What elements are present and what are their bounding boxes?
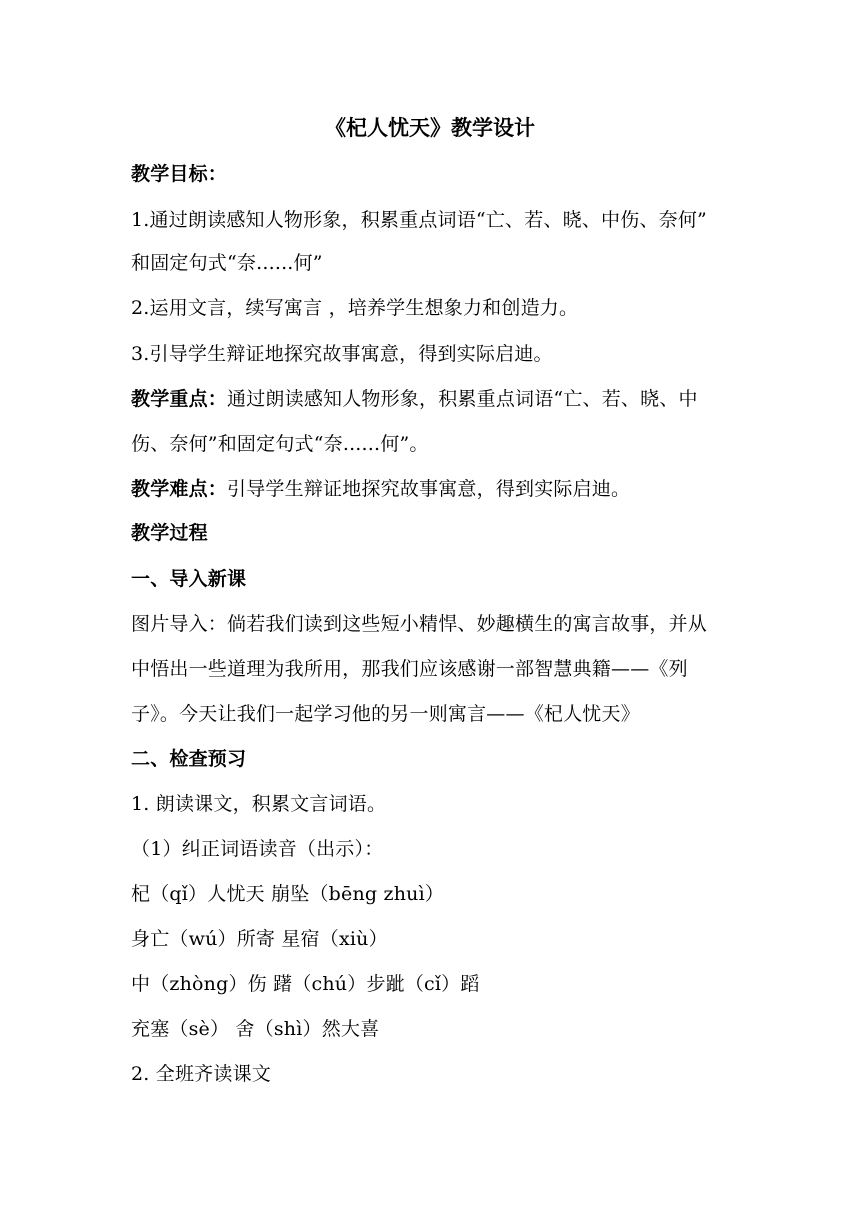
pinyin-line-4: 充塞（sè） 舍（shì）然大喜	[131, 1018, 380, 1040]
section-1-heading: 一、导入新课	[131, 568, 247, 590]
objective-1-line-2: 和固定句式“奈......何”	[131, 252, 323, 274]
key-point-line-2: 伤、奈何”和固定句式“奈......何”。	[131, 433, 429, 455]
step-1-sub: （1）纠正词语读音（出示）：	[131, 838, 384, 860]
difficulty-text: 引导学生辩证地探究故事寓意，得到实际启迪。	[227, 478, 631, 500]
pinyin-line-1: 杞（qǐ）人忧天 崩坠（bēng zhuì）	[131, 883, 445, 905]
step-2: 2. 全班齐读课文	[131, 1063, 271, 1085]
objective-2: 2.运用文言，续写寓言 ，培养学生想象力和创造力。	[131, 297, 579, 319]
key-point-paragraph	[131, 387, 698, 411]
step-1: 1. 朗读课文，积累文言词语。	[131, 793, 387, 815]
objectives-heading: 教学目标：	[131, 163, 228, 185]
key-point-text: 通过朗读感知人物形象，积累重点词语“亡、若、晓、中	[227, 388, 698, 410]
difficulty-paragraph	[131, 477, 630, 501]
process-heading: 教学过程	[131, 522, 208, 544]
intro-line-1: 图片导入：倘若我们读到这些短小精悍、妙趣横生的寓言故事，并从	[131, 613, 708, 635]
intro-line-3: 子》。今天让我们一起学习他的另一则寓言——《杞人忧天》	[131, 703, 640, 725]
key-point-label: 教学重点：	[131, 388, 228, 410]
difficulty-label: 教学难点：	[131, 478, 228, 500]
pinyin-line-2: 身亡（wú）所寄 星宿（xiù）	[131, 928, 388, 950]
objective-3: 3.引导学生辩证地探究故事寓意，得到实际启迪。	[131, 343, 553, 365]
intro-line-2: 中悟出一些道理为我所用，那我们应该感谢一部智慧典籍——《列	[131, 658, 688, 680]
pinyin-line-3: 中（zhòng）伤 躇（chú）步跐（cǐ）蹈	[131, 973, 480, 995]
document-title: 《杞人忧天》教学设计	[325, 116, 535, 140]
objective-1-line-1: 1.通过朗读感知人物形象，积累重点词语“亡、若、晓、中伤、奈何”	[131, 209, 707, 231]
section-2-heading: 二、检查预习	[131, 748, 247, 770]
